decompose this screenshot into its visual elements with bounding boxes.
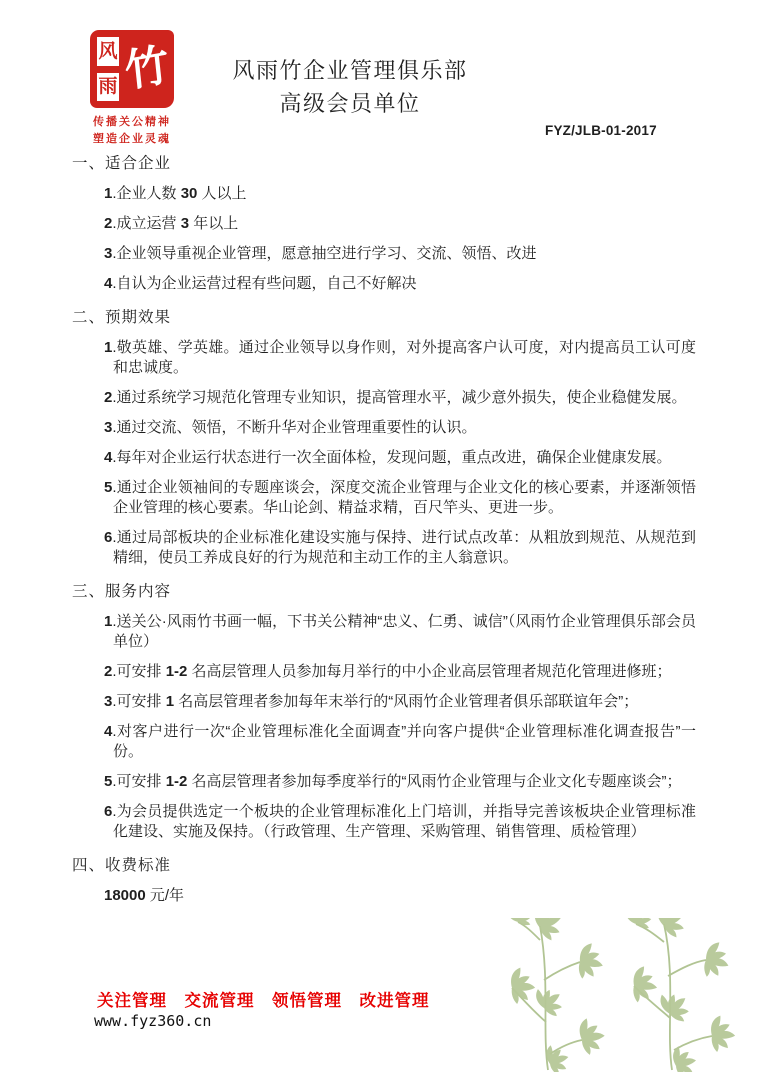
seal-char-feng: 风 <box>95 35 121 68</box>
document-number: FYZ/JLB-01-2017 <box>545 123 657 138</box>
logo-tagline-line1: 传播关公精神 <box>93 116 171 128</box>
doc-item: 18000 元/年 <box>104 887 185 904</box>
doc-item: 1.送关公·风雨竹书画一幅，下书关公精神“忠义、仁勇、诚信”（风雨竹企业管理俱乐部会员单位） <box>104 613 696 650</box>
doc-item: 5.通过企业领袖间的专题座谈会，深度交流企业管理与企业文化的核心要素，并逐渐领悟企业管理的核心要素。华山论剑、精益求精，百尺竿头、更进一步。 <box>104 479 696 516</box>
footer-slogan: 关注管理 交流管理 领悟管理 改进管理 <box>97 991 430 1010</box>
doc-item: 1.企业人数 30 人以上 <box>104 185 247 202</box>
doc-item: 2.成立运营 3 年以上 <box>104 215 239 232</box>
document-header <box>0 0 760 145</box>
seal-char-yu: 雨 <box>95 71 121 104</box>
section-heading: 二、预期效果 <box>72 309 172 326</box>
doc-item: 2.可安排 1-2 名高层管理人员参加每月举行的中小企业高层管理者规范化管理进修班； <box>104 663 672 680</box>
doc-item: 4.每年对企业运行状态进行一次全面体检，发现问题，重点改进，确保企业健康发展。 <box>104 449 672 466</box>
doc-item: 4.对客户进行一次“企业管理标准化全面调查”并向客户提供“企业管理标准化调查报告”一份。 <box>104 723 696 760</box>
logo-tagline-line2: 塑造企业灵魂 <box>93 132 171 145</box>
doc-item: 2.通过系统学习规范化管理专业知识，提高管理水平，减少意外损失，使企业稳健发展。 <box>104 389 687 406</box>
section-heading: 四、收费标准 <box>72 857 172 874</box>
footer-website: www.fyz360.cn <box>94 1012 212 1030</box>
doc-item: 5.可安排 1-2 名高层管理者参加每季度举行的“风雨竹企业管理与企业文化专题座谈会”； <box>104 773 682 790</box>
title-line-1: 风雨竹企业管理俱乐部 <box>232 58 468 83</box>
doc-item: 1.敬英雄、学英雄。通过企业领导以身作则，对外提高客户认可度，对内提高员工认可度和忠诚度。 <box>104 339 696 376</box>
doc-item: 6.为会员提供选定一个板块的企业管理标准化上门培训，并指导完善该板块企业管理标准化建设、实施及保持。（行政管理、生产管理、采购管理、销售管理、质检管理） <box>104 803 696 840</box>
section-heading: 一、适合企业 <box>72 155 172 172</box>
doc-item: 6.通过局部板块的企业标准化建设实施与保持、进行试点改革：从粗放到规范、从规范到精细，使员工养成良好的行为规范和主动工作的主人翁意识。 <box>104 529 696 566</box>
section-heading: 三、服务内容 <box>72 583 172 600</box>
doc-item: 3.可安排 1 名高层管理者参加每年末举行的“风雨竹企业管理者俱乐部联谊年会”； <box>104 693 639 710</box>
bamboo-illustration <box>486 918 742 1072</box>
seal-char-zhu: 竹 <box>122 40 172 97</box>
document-title <box>0 54 700 120</box>
doc-item: 3.通过交流、领悟，不断升华对企业管理重要性的认识。 <box>104 419 477 436</box>
document-sections <box>0 154 760 906</box>
title-line-2: 高级会员单位 <box>279 91 421 116</box>
doc-item: 4.自认为企业运营过程有些问题，自己不好解决 <box>104 275 417 292</box>
doc-item: 3.企业领导重视企业管理，愿意抽空进行学习、交流、领悟、改进 <box>104 245 537 262</box>
